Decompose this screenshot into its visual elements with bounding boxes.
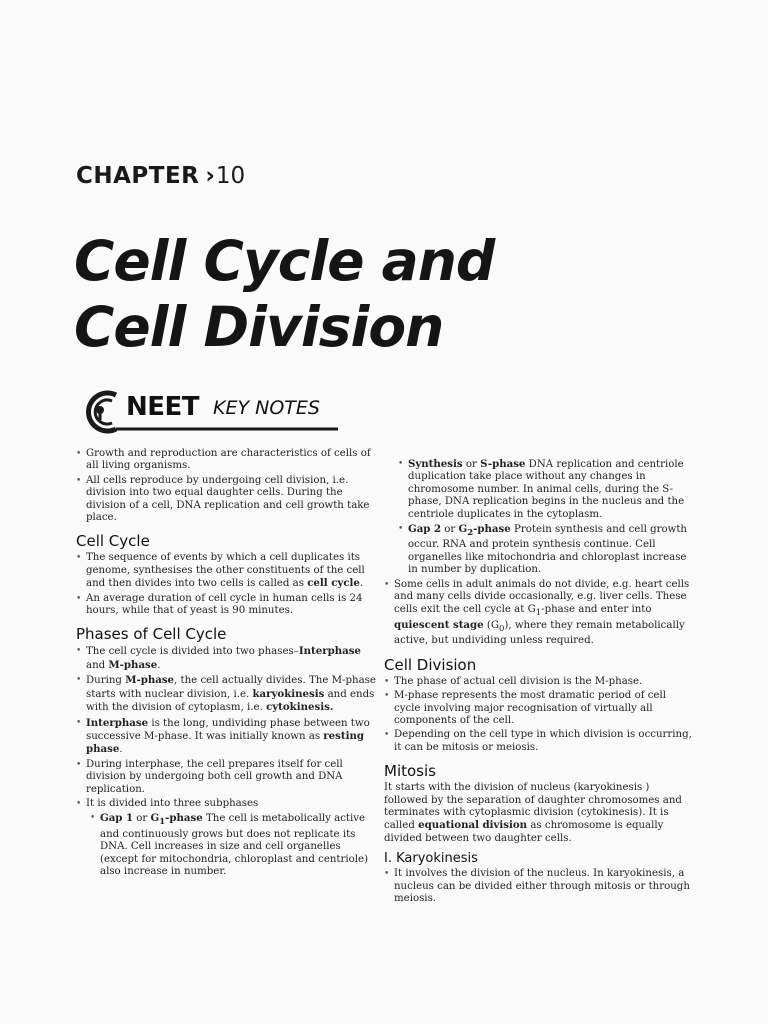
cell-cycle-list	[76, 552, 376, 617]
left-column	[76, 448, 376, 880]
list-item: • The sequence of events by which a cell duplicates its genome, synthesises the other constituents of the cell and then divides into two cells is called as cell cycle.	[76, 552, 376, 590]
title-line-2: Cell Division	[74, 295, 444, 359]
chevron-right-icon: ›	[205, 163, 215, 189]
cell-division-list	[384, 676, 694, 754]
heading-mitosis: Mitosis	[384, 762, 436, 781]
list-item: • Depending on the cell type in which division is occurring, it can be mitosis or meiosis.	[384, 729, 694, 754]
neet-label: NEET	[126, 392, 200, 422]
list-item: • The cell cycle is divided into two phases–Interphase and M-phase.	[76, 645, 376, 672]
chapter-word: CHAPTER	[76, 163, 200, 189]
list-item: • Growth and reproduction are characteristics of cells of all living organisms.	[76, 448, 376, 473]
subphase-list	[76, 812, 376, 878]
karyokinesis-list	[384, 868, 694, 905]
chapter-label	[76, 163, 245, 189]
list-item: • M-phase represents the most dramatic period of cell cycle involving major recognisation of virtually all components of the cell.	[384, 690, 694, 727]
list-item: • An average duration of cell cycle in human cells is 24 hours, while that of yeast is 90 minutes.	[76, 593, 376, 618]
list-item: • Some cells in adult animals do not divide, e.g. heart cells and many cells divide occasionally, e.g. liver cells. These cells exit the cell cycle at $G_1$-phase and enter into quiescent stage $(G_0)$, where they remain metabolically active, but undividing unless required.	[384, 579, 694, 648]
heading-phases-of-cell-cycle: Phases of Cell Cycle	[76, 625, 227, 644]
heading-karyokinesis: I. Karyokinesis	[384, 851, 478, 867]
intro-list	[76, 448, 376, 524]
chapter-number: 10	[215, 163, 246, 189]
list-item: • Synthesis or S-phase DNA replication and centriole duplication take place without any changes in chromosome number. In animal cells, during the S-phase, DNA replication begins in the nucleus and the centriole duplicates in the cytoplasm.	[384, 458, 694, 521]
right-column	[384, 458, 694, 907]
list-item: • During M-phase, the cell actually divides. The M-phase starts with nuclear division, i.e. karyokinesis and ends with the division of cytoplasm, i.e. cytokinesis.	[76, 674, 376, 714]
list-item: • Gap 1 or $G_1$-phase The cell is metabolically active and continuously grows but does not replicate its DNA. Cell increases in size and cell organelles (except for mitochondria, chloroplast and centriole) also increase in number.	[76, 812, 376, 878]
chapter-title	[74, 228, 494, 360]
phases-list	[76, 645, 376, 810]
mitosis-paragraph: It starts with the division of nucleus (karyokinesis ) followed by the separation of daughter chromosomes and terminates with cytoplasmic division (cytokinesis). It is called equational division as chromosome is equally divided between two daughter cells.	[384, 782, 682, 844]
list-item: • It is divided into three subphases	[76, 798, 376, 810]
list-item: • The phase of actual cell division is the M-phase.	[384, 676, 694, 688]
heading-cell-division: Cell Division	[384, 655, 477, 674]
list-item: • During interphase, the cell prepares itself for cell division by undergoing both cell growth and DNA replication.	[76, 759, 376, 796]
quiescent-list	[384, 579, 694, 648]
title-line-1: Cell Cycle and	[74, 229, 495, 293]
subphase-list-continued	[384, 458, 694, 577]
heading-cell-cycle: Cell Cycle	[76, 532, 150, 551]
neet-key-notes-banner	[76, 389, 346, 435]
list-item: • All cells reproduce by undergoing cell division, i.e. division into two equal daughter cells. During the division of a cell, DNA replication and cell growth take place.	[76, 475, 376, 525]
list-item: • Interphase is the long, undividing phase between two successive M-phase. It was initially known as resting phase.	[76, 717, 376, 757]
key-notes-label: KEY NOTES	[213, 397, 320, 419]
list-item: • It involves the division of the nucleus. In karyokinesis, a nucleus can be divided either through mitosis or through meiosis.	[384, 868, 694, 905]
list-item: • Gap 2 or $G_2$-phase Protein synthesis and cell growth occur. RNA and protein synthesis continue. Cell organelles like mitochondria and chloroplast increase in number by duplication.	[384, 523, 694, 577]
